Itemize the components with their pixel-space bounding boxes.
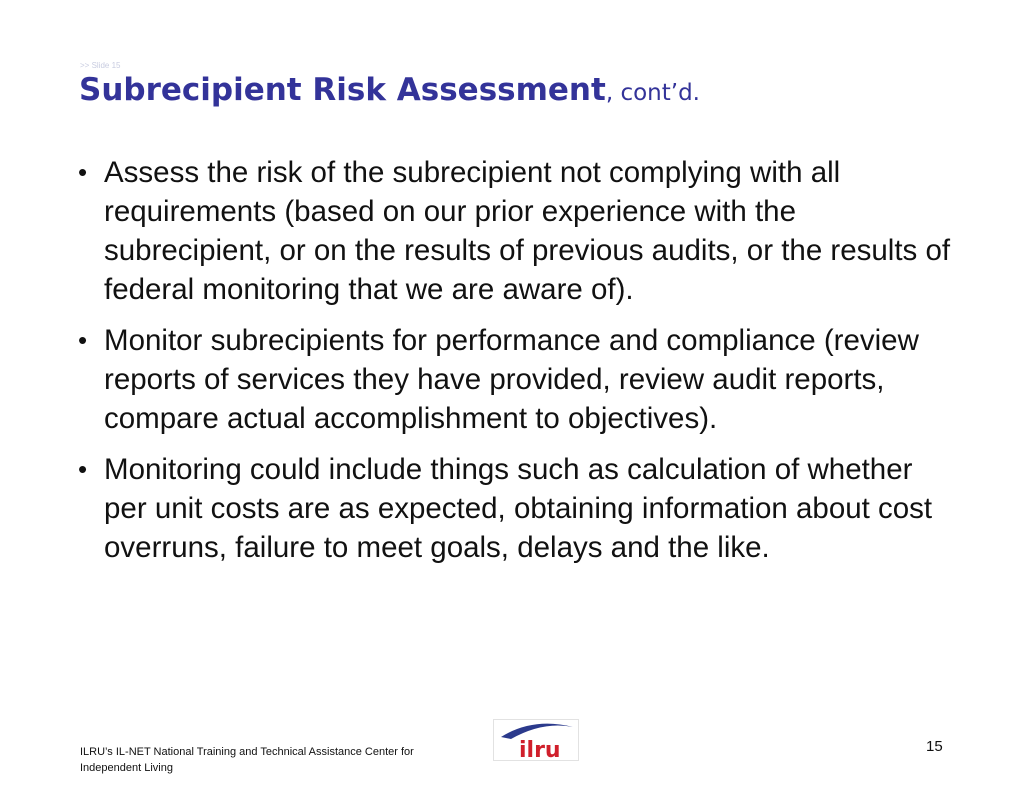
bullet-glyph: • <box>78 325 88 355</box>
logo-wordmark: ilru <box>519 738 561 761</box>
slide-title-main: Subrecipient Risk Assessment <box>79 72 606 108</box>
slide-marker: >> Slide 15 <box>80 61 121 70</box>
bullet-item-monitoring-examples <box>78 450 958 567</box>
bullet-list <box>78 153 958 579</box>
bullet-item-monitor <box>78 321 958 438</box>
bullet-text: Monitor subrecipients for performance and compliance (review reports of services they have provided, review audit reports, compare actual accomplishment to objectives). <box>104 324 919 435</box>
bullet-text: Assess the risk of the subrecipient not complying with all requirements (based on our prior experience with the subrecipient, or on the results of previous audits, or the results of federal monitoring that we are aware of). <box>104 156 951 306</box>
footer-organization: ILRU’s IL-NET National Training and Technical Assistance Center for Independent Living <box>80 746 414 774</box>
bullet-glyph: • <box>78 454 88 484</box>
page-number: 15 <box>926 738 943 755</box>
bullet-item-risk <box>78 153 958 309</box>
ilru-logo-icon <box>493 719 579 761</box>
slide-title-suffix: , cont’d. <box>605 80 700 106</box>
slide-title <box>79 68 700 117</box>
bullet-glyph: • <box>78 157 88 187</box>
bullet-text: Monitoring could include things such as calculation of whether per unit costs are as expected, obtaining information about cost overruns, failure to meet goals, delays and the like. <box>104 453 933 564</box>
